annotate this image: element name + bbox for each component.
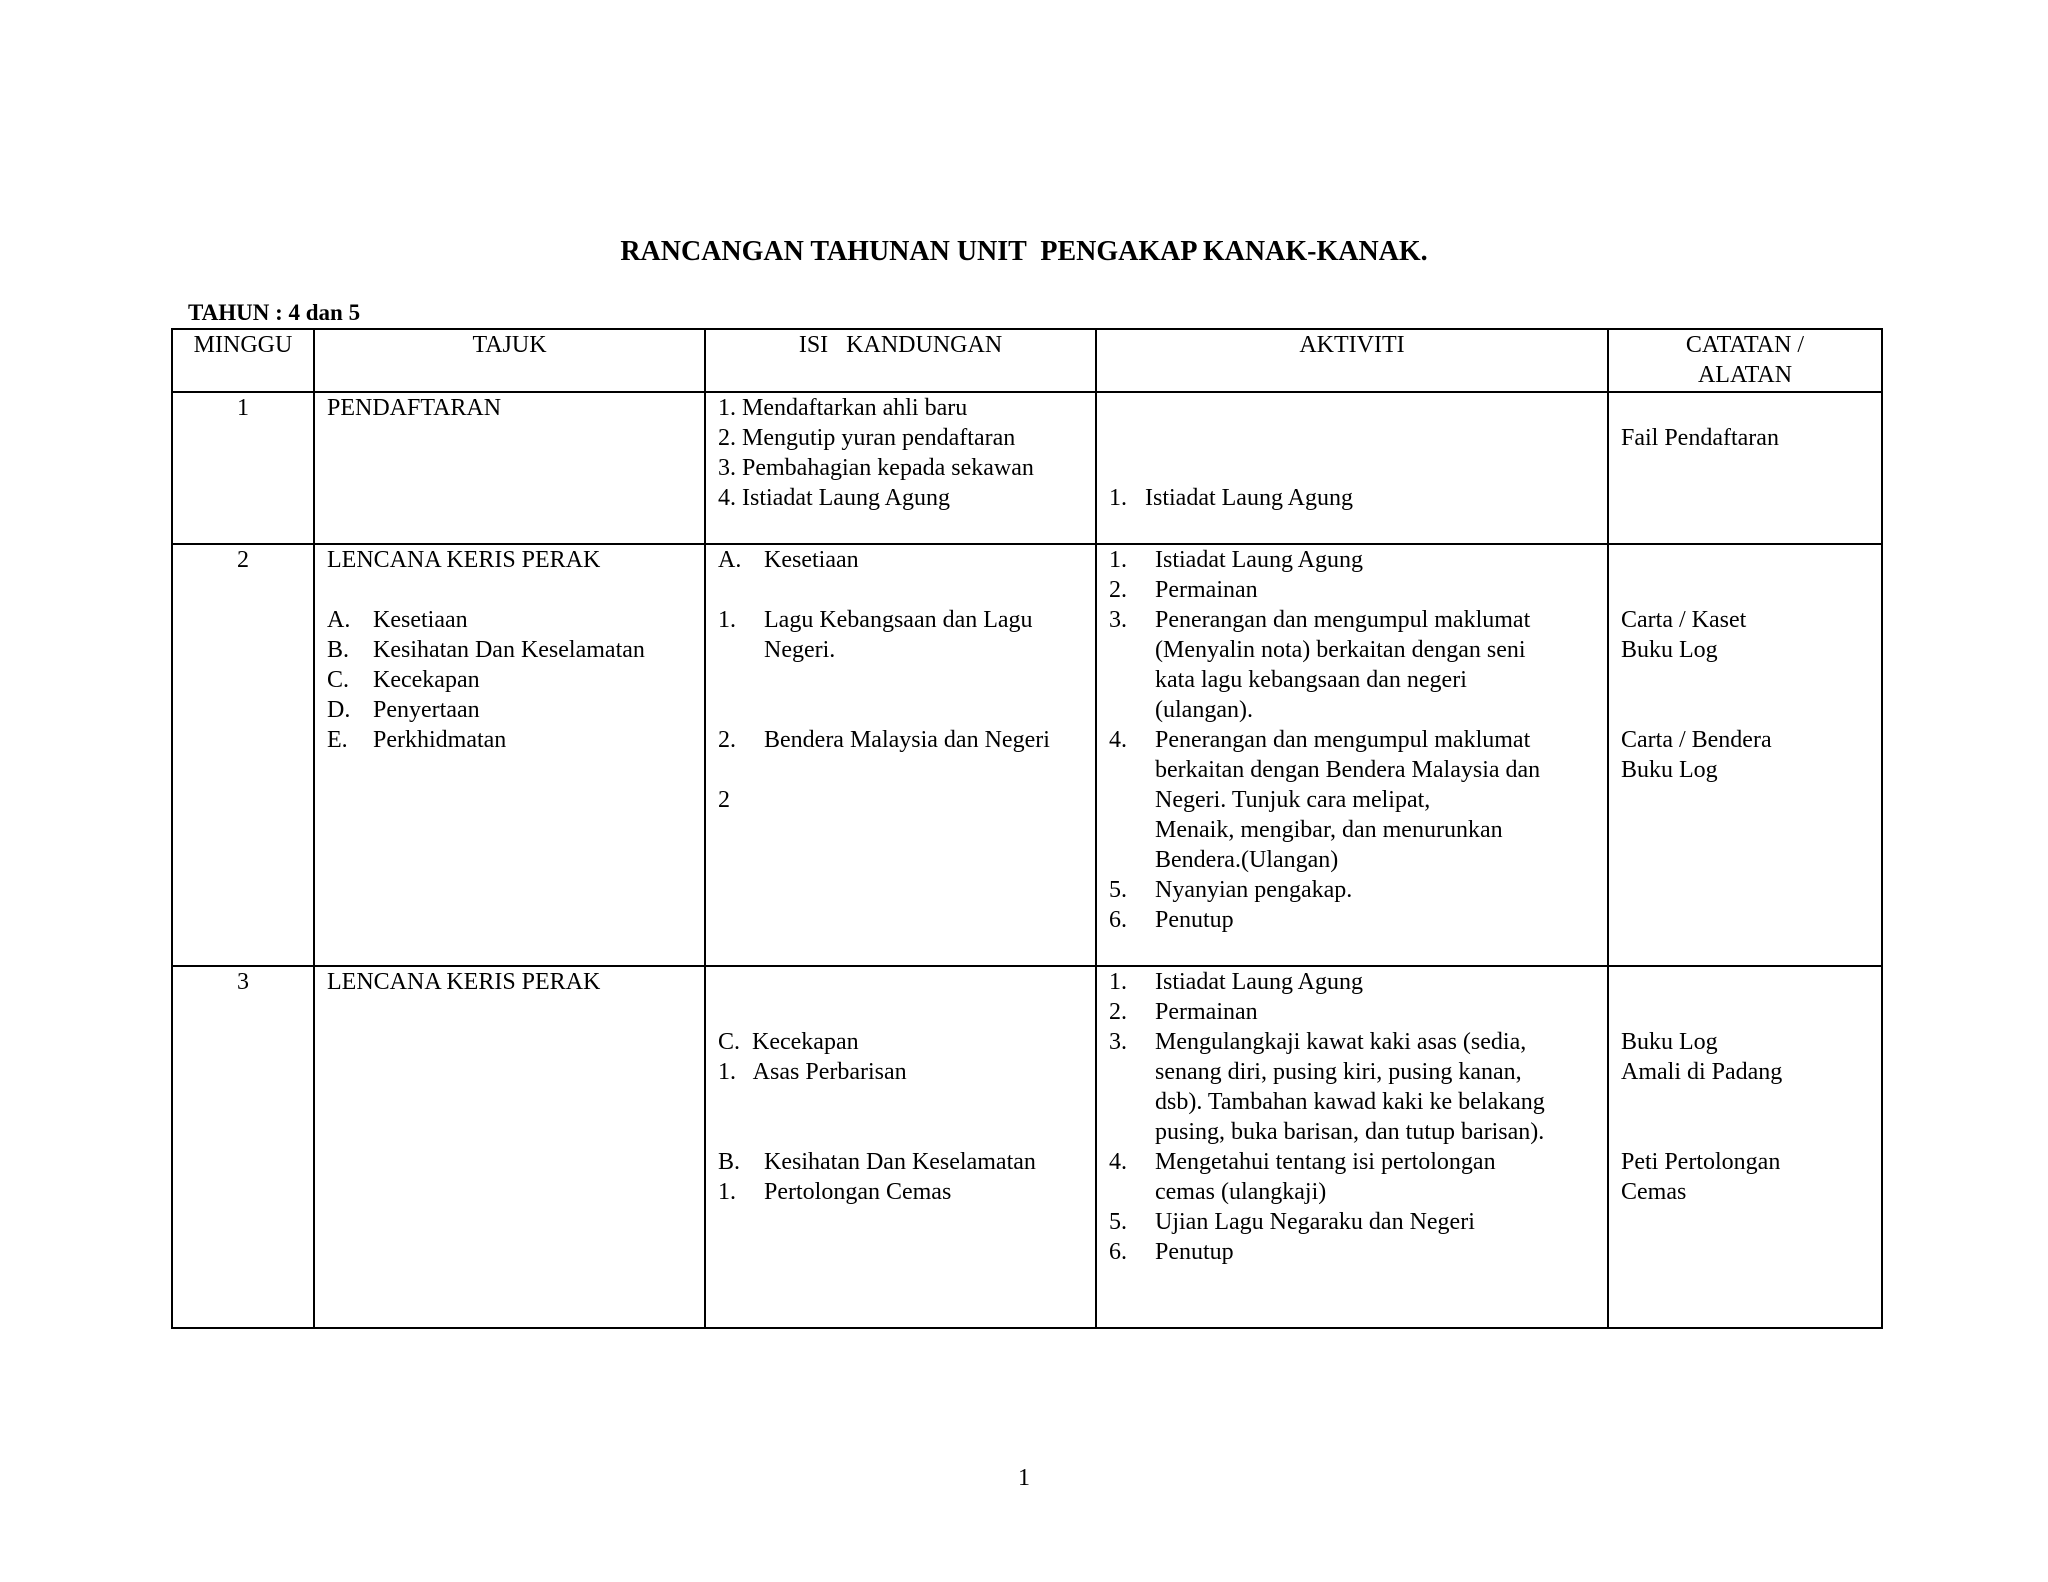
aktiviti-cell: 1. Istiadat Laung Agung 2. Permainan 3. Mengulangkaji kawat kaki asas (sedia, senang diri, pusing kiri, pusing kanan, dsb). Tambahan kawad kaki ke belakang pusing, buka barisan, dan tutup barisan). 4. Mengetahui tentang isi pertolongan cemas (ulangkaji) 5. Ujian Lagu Negaraku dan Negeri 6. Penutup <box>1096 966 1608 1328</box>
header-aktiviti: AKTIVITI <box>1096 329 1608 392</box>
table-row <box>172 966 1882 1328</box>
aktiviti-cell: 1. Istiadat Laung Agung <box>1096 392 1608 544</box>
catatan-cell: Fail Pendaftaran <box>1608 392 1882 544</box>
table-row <box>172 392 1882 544</box>
isi-cell: A. Kesetiaan 1. Lagu Kebangsaan dan Lagu Negeri. 2. Bendera Malaysia dan Negeri 2 <box>705 544 1096 966</box>
catatan-cell: Carta / Kaset Buku Log Carta / Bendera Buku Log <box>1608 544 1882 966</box>
header-catatan-alatan: CATATAN / ALATAN <box>1608 329 1882 392</box>
isi-cell: C. Kecekapan 1. Asas Perbarisan B. Kesihatan Dan Keselamatan 1. Pertolongan Cemas <box>705 966 1096 1328</box>
annual-plan-table <box>171 328 1883 1329</box>
year-label: TAHUN : 4 dan 5 <box>188 300 361 325</box>
tajuk-cell: LENCANA KERIS PERAK <box>314 966 705 1328</box>
week-number: 2 <box>172 544 314 966</box>
tajuk-cell: LENCANA KERIS PERAK A. Kesetiaan B. Kesihatan Dan Keselamatan C. Kecekapan D. Penyertaan E. Perkhidmatan <box>314 544 705 966</box>
tajuk-cell: PENDAFTARAN <box>314 392 705 544</box>
page-number: 1 <box>1018 1465 1030 1491</box>
header-tajuk: TAJUK <box>314 329 705 392</box>
page-title: RANCANGAN TAHUNAN UNIT PENGAKAP KANAK-KANAK. <box>620 236 1428 267</box>
header-isi-kandungan: ISI KANDUNGAN <box>705 329 1096 392</box>
week-number: 1 <box>172 392 314 544</box>
week-number: 3 <box>172 966 314 1328</box>
isi-cell: 1. Mendaftarkan ahli baru 2. Mengutip yuran pendaftaran 3. Pembahagian kepada sekawan 4. Istiadat Laung Agung <box>705 392 1096 544</box>
table-header-row <box>172 329 1882 392</box>
table-row <box>172 544 1882 966</box>
aktiviti-cell: 1. Istiadat Laung Agung 2. Permainan 3. Penerangan dan mengumpul maklumat (Menyalin nota) berkaitan dengan seni kata lagu kebangsaan dan negeri (ulangan). 4. Penerangan dan mengumpul maklumat berkaitan dengan Bendera Malaysia dan Negeri. Tunjuk cara melipat, Menaik, mengibar, dan menurunkan Bendera.(Ulangan) 5. Nyanyian pengakap. 6. Penutup <box>1096 544 1608 966</box>
header-minggu: MINGGU <box>172 329 314 392</box>
catatan-cell: Buku Log Amali di Padang Peti Pertolongan Cemas <box>1608 966 1882 1328</box>
